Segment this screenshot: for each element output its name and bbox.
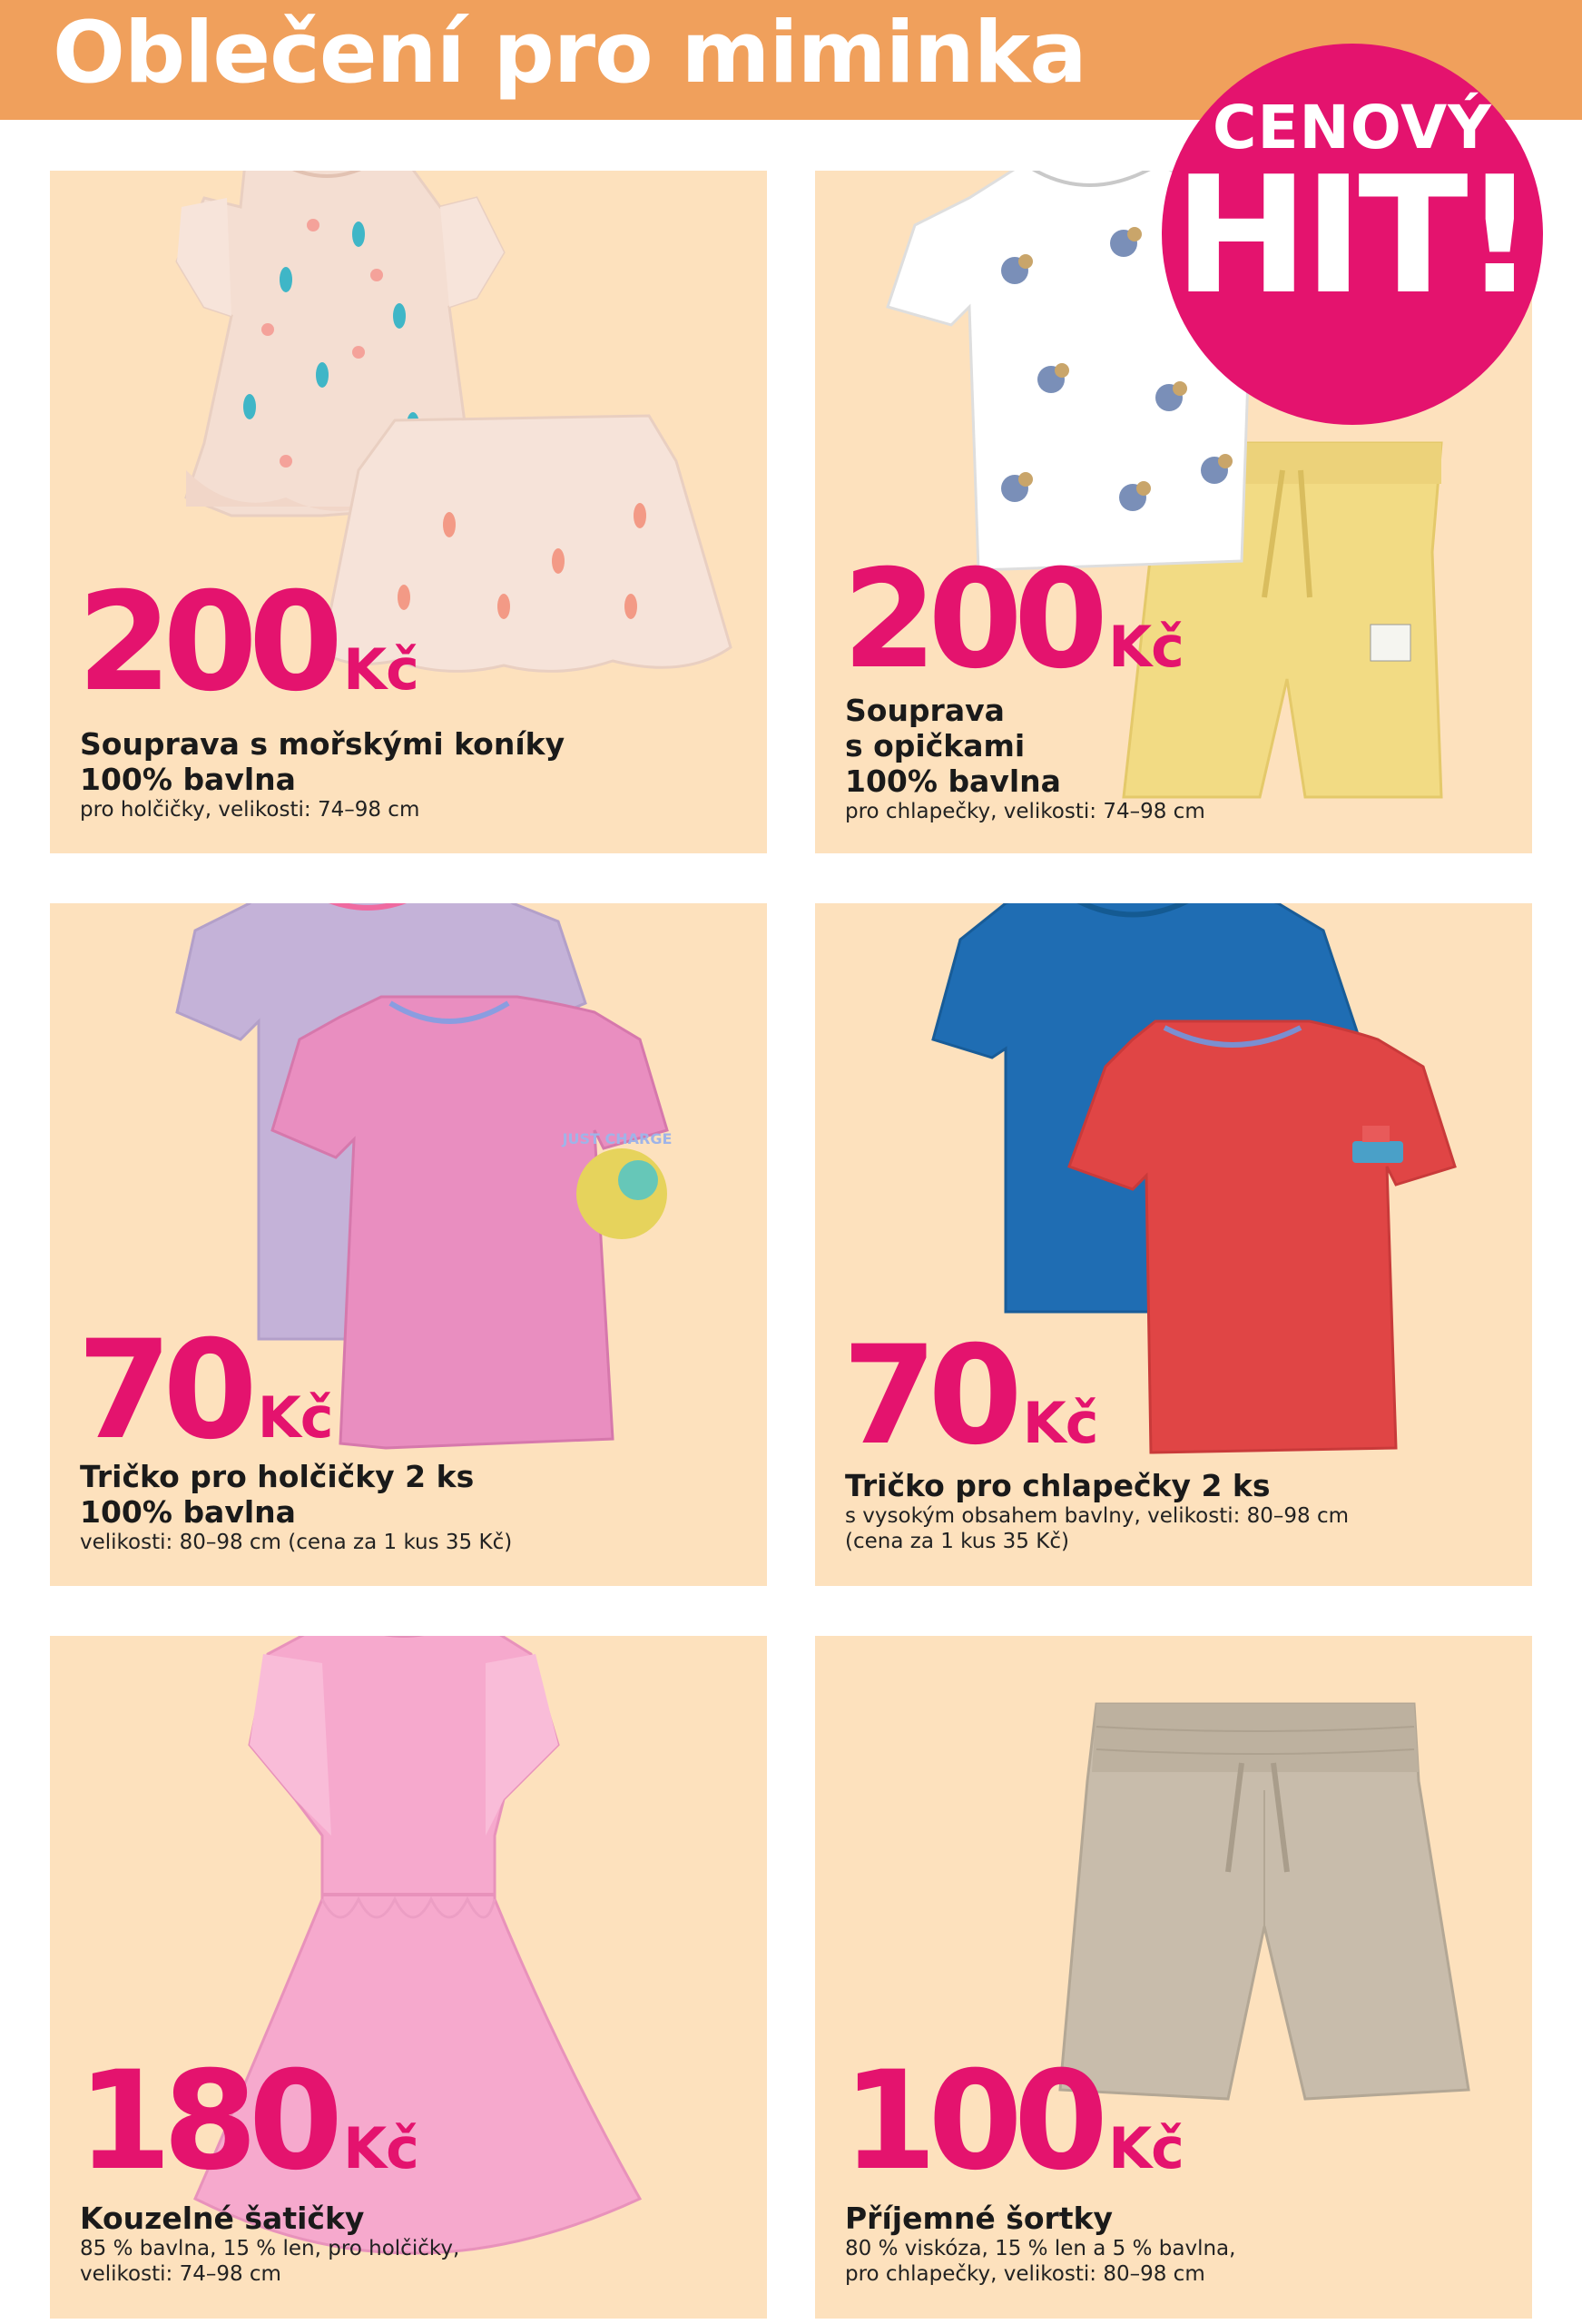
product-material: 100% bavlna	[80, 762, 296, 797]
price-currency: Kč	[257, 1384, 333, 1451]
tshirt-print-text: JUST CHARGE	[562, 1130, 673, 1147]
price-currency: Kč	[343, 2115, 418, 2181]
product-name: Tričko pro chlapečky 2 ks	[845, 1468, 1271, 1503]
product-name: Příjemné šortky	[845, 2201, 1114, 2236]
price-value: 180	[77, 2043, 335, 2201]
product-card-girls-tshirts[interactable]	[50, 903, 767, 1586]
product-details: velikosti: 80–98 cm (cena za 1 kus 35 Kč)	[80, 1531, 513, 1554]
product-details: pro holčičky, velikosti: 74–98 cm	[80, 798, 420, 822]
product-info	[80, 1459, 512, 1555]
price-value: 200	[842, 541, 1100, 699]
price-label	[842, 541, 1184, 699]
product-info	[845, 2201, 1235, 2287]
price-hit-badge	[1162, 44, 1543, 425]
price-value: 70	[842, 1317, 1014, 1475]
price-label	[842, 2043, 1184, 2201]
product-details-line2: pro chlapečky, velikosti: 80–98 cm	[845, 2262, 1205, 2286]
product-details-line1: 85 % bavlna, 15 % len, pro holčičky,	[80, 2237, 460, 2260]
product-name-line2: s opičkami	[845, 728, 1026, 763]
product-material: 100% bavlna	[80, 1494, 296, 1530]
product-name-line1: Souprava	[845, 693, 1005, 728]
page-title: Oblečení pro miminka	[53, 4, 1086, 103]
product-details-line2: (cena za 1 kus 35 Kč)	[845, 1530, 1069, 1553]
price-label	[77, 564, 418, 722]
price-label	[77, 1312, 333, 1470]
badge-line2: HIT!	[1174, 142, 1531, 330]
badge-line1: CENOVÝ	[1213, 93, 1492, 162]
product-details-line1: 80 % viskóza, 15 % len a 5 % bavlna,	[845, 2237, 1236, 2260]
price-value: 70	[77, 1312, 249, 1470]
price-currency: Kč	[1022, 1390, 1098, 1456]
product-name: Souprava s mořskými koníky	[80, 726, 565, 762]
product-details: pro chlapečky, velikosti: 74–98 cm	[845, 800, 1205, 823]
product-card-pink-dress[interactable]	[50, 1636, 767, 2319]
price-label	[77, 2043, 418, 2201]
product-card-beige-shorts[interactable]	[815, 1636, 1532, 2319]
product-card-boys-tshirts[interactable]	[815, 903, 1532, 1586]
product-card-seahorse-outfit[interactable]	[50, 171, 767, 853]
price-label	[842, 1317, 1098, 1475]
product-material: 100% bavlna	[845, 763, 1061, 799]
product-details-line1: s vysokým obsahem bavlny, velikosti: 80–98 cm	[845, 1504, 1350, 1528]
product-info	[845, 1468, 1349, 1554]
product-details-line2: velikosti: 74–98 cm	[80, 2262, 281, 2286]
product-info	[80, 726, 565, 822]
product-info	[845, 693, 1205, 824]
price-value: 200	[77, 564, 335, 722]
price-currency: Kč	[343, 636, 418, 703]
price-currency: Kč	[1108, 2115, 1184, 2181]
product-info	[80, 2201, 459, 2287]
price-value: 100	[842, 2043, 1100, 2201]
price-currency: Kč	[1108, 614, 1184, 680]
product-name: Tričko pro holčičky 2 ks	[80, 1459, 475, 1494]
product-name: Kouzelné šatičky	[80, 2201, 365, 2236]
